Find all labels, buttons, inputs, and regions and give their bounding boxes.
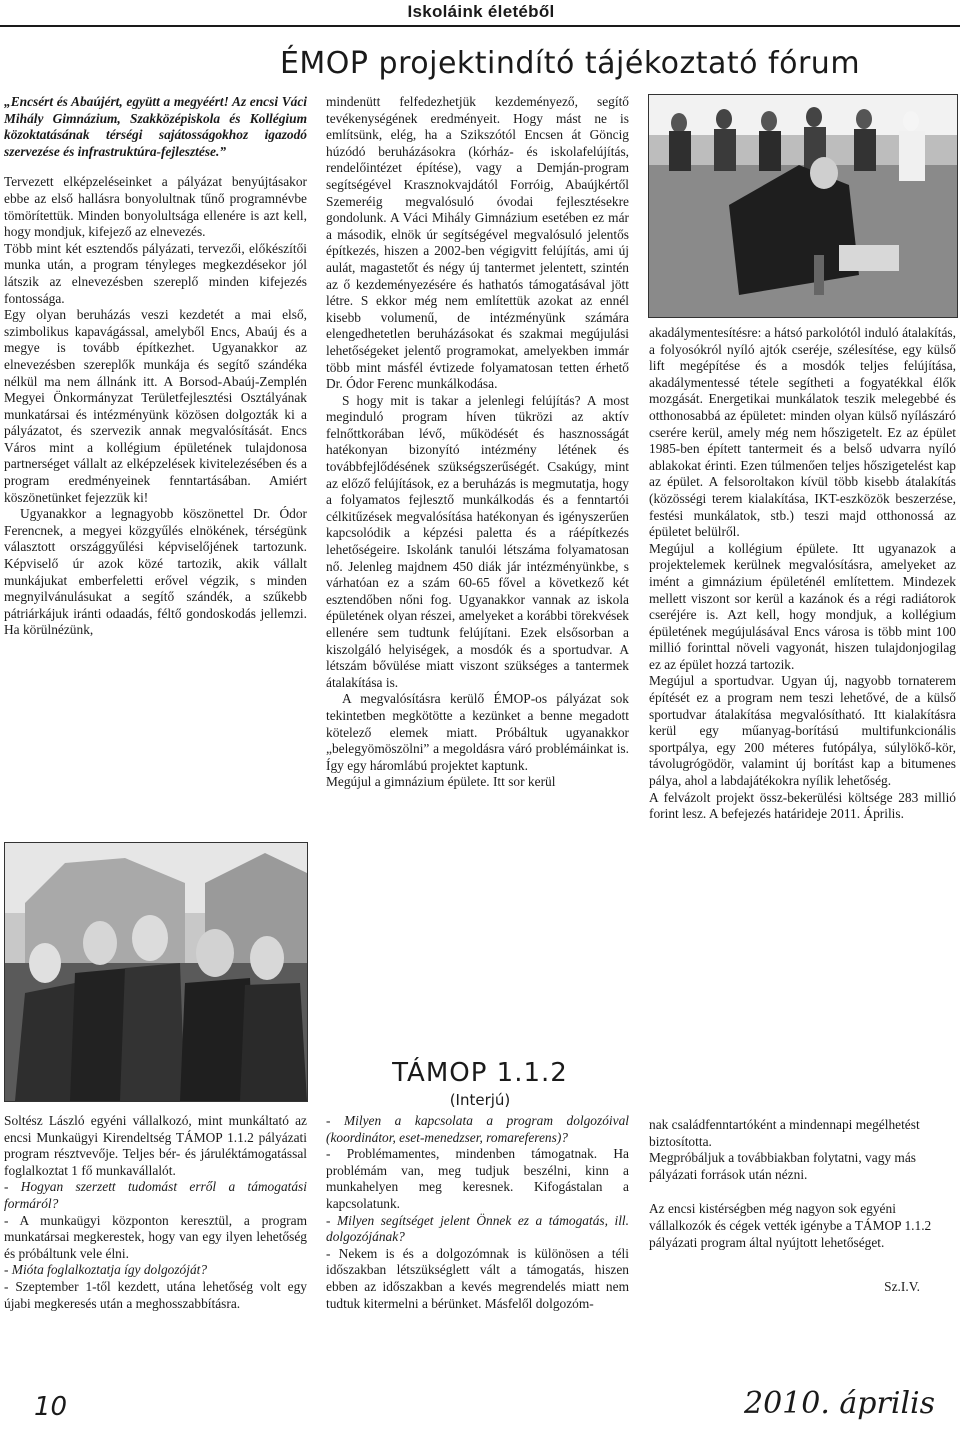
interview-answer: - Problémamentes, mindenben támogatnak. Ha problémám van, meg tudjuk beszélni, kinn a munkahelyen meg keresnek. Kifogástalan a kapcsolatunk. <box>326 1146 629 1211</box>
issue-date: 2010. április <box>744 1386 936 1421</box>
interview-subtitle: (Interjú) <box>449 1091 511 1109</box>
paragraph: Több mint két esztendős pályázati, tervezői, előkészítői munka után, a program tényleges megkezdésekor jól látszik az elnevezésben szereplő minden kifejezés fontossága. <box>4 240 307 306</box>
column-3 <box>649 325 956 823</box>
interview-column-1 <box>4 1113 307 1312</box>
ceremony-photo <box>648 94 958 318</box>
interview-column-3 <box>649 1117 956 1296</box>
column-2 <box>326 94 629 791</box>
paragraph: Egy olyan beruházás veszi kezdetét a mai első, szimbolikus kapavágással, amelyből Encs, Abaúj és a megye is tovább építkezhet. Ugyanakkor az elnevezésben szereplők munkája és segítő szándéka nélkül ma nem állnánk itt. A Borsod-Abaúj-Zemplén Megyei Önkormányzat Területfejlesztési Osztályának munkatársai és intézményünk közösen dolgozták ki a pályázatot, és szervezik annak megvalósítását. Encs Város mint a kollégium épületének tulajdonosa partnerséget vállalt az elképzelések kivitelezésében és a program eredményeinek fenntartásában. Amiért köszönetünket fejezzük ki! <box>4 307 307 505</box>
closing-paragraph: Az encsi kistérségben még nagyon sok egyéni vállalkozók és cégek vették igénybe a TÁMOP 1.1.2 pályázati program által nyújtott lehetőséget. <box>649 1201 932 1250</box>
paragraph: Tervezett elképzeléseinket a pályázat benyújtásakor ebbe az első hallásra bonyolultnak tűnő programnévbe tömörítettük. Minden bonyolultsága ellenére is azt kell, hogy mondjuk, kifejező az elnevezés. <box>4 174 307 240</box>
interview-question: - Hogyan szerzett tudomást erről a támogatási formáról? <box>4 1179 307 1211</box>
interview-answer: - Nekem is és a dolgozómnak is különösen a téli időszakban létszükséglett vált a támogatás, hiszen ebben az időszakban a kevés megrendelés miatt nem tudtuk kitermelni a bérünket. Másfelől dolgozóm- <box>326 1245 629 1311</box>
paragraph: A felvázolt projekt össz-bekerülési költsége 283 millió forint lesz. A befejezés határideje 2011. Április. <box>649 789 956 822</box>
paragraph: A megvalósításra kerülő ÉMOP-os pályázat sok tekintetben megkötötte a kezünket a benne megadott kötelező elemek miatt. Próbáltuk ugyanakkor „belegyömöszölni” a megoldásra váró problémáinkat is. Így egy háromlábú projektet kaptunk. <box>326 691 629 773</box>
interview-question: - Mióta foglalkoztatja így dolgozóját? <box>4 1262 208 1278</box>
interview-title: TÁMOP 1.1.2 <box>392 1058 568 1088</box>
header-rule <box>0 25 960 27</box>
paragraph: mindenütt felfedezhetjük kezdeményező, segítő tevékenységének eredményeit. Hogy mást ne is említsünk, elég, ha a Szikszótól Encsen át Göncig húzódó beruházásokra (kórház- és iskolafelújítás, rendelőintézet építése), vagy a Demján-program segítségével Krasznokvajdától Forróig, Abaújkértől Szemeréig megvalósuló óvodai fejlesztésekre gondolunk. A Váci Mihály Gimnázium esetében ez már a második, elnök úr segítségével megvalósuló jelentős építkezés, hiszen a 2002-ben végigvitt felújítás, ami új aulát, magastetőt és négy új tantermet jelentett, szintén az ő kezdeményezésére és hathatós támogatásával jött létre. S ekkor még nem említettük azokat az ennél kisebb volumenű, de intézményünk számára elengedhetetlen beruházásokat és szakmai megújulási lehetőségeket jelentő programokat, amelyekben immár több mint másfél évtizede folyamatosan tetten érhető Dr. Ódor Ferenc munkálkodása. <box>326 94 629 392</box>
paragraph: Megújul a gimnázium épülete. Itt sor kerül <box>326 774 556 790</box>
column-1 <box>4 94 307 639</box>
interview-column-2 <box>326 1113 629 1312</box>
interview-intro: Soltész László egyéni vállalkozó, mint munkáltató az encsi Munkaügyi Kirendeltség TÁMOP 1.1.2 pályázati program résztvevője. Teljes bér- és járuléktámogatással foglalkoztat 1 fő munkavállalót. <box>4 1113 307 1178</box>
interview-answer: - Szeptember 1-től kezdett, utána lehetőség volt egy újabi megkeresés után a meghosszabbításra. <box>4 1278 307 1311</box>
interview-answer: - A munkaügyi központon keresztül, a program munkatársai megkerestek, hogy van egy ilyen lehetőség és próbáltunk vele élni. <box>4 1212 307 1261</box>
interview-question: - Milyen a kapcsolata a program dolgozóival (koordinátor, eset-menedzser, romareferens)? <box>326 1113 629 1145</box>
interview-question: - Milyen segítséget jelent Önnek ez a támogatás, ill. dolgozójának? <box>326 1212 629 1245</box>
article-title: ÉMOP projektindító tájékoztató fórum <box>279 46 861 81</box>
interview-answer: nak családfenntartóként a mindennapi megélhetést biztosította. <box>649 1117 920 1149</box>
crowd-photo <box>4 842 308 1102</box>
section-heading: Iskoláink életéből <box>407 2 555 21</box>
interview-answer: Megpróbáljuk a továbbiakban folytatni, vagy más pályázati források után nézni. <box>649 1150 917 1182</box>
page-number: 10 <box>34 1392 68 1422</box>
paragraph: Megújul a sportudvar. Ugyan új, nagyobb tornaterem építését ez a program nem teszi lehetővé, de a külső sportudvar átalakítása megvalósítható. Itt kialakításra kerül egy műanyag-borítású multifunkcionális sportpálya, egy 200 méteres futópálya, súlylökő-kör, távolugrógödör, valamint új borítást kap a bitumenes pálya, ahol a labdajátékokra nyílik lehetőség. <box>649 673 956 789</box>
signature: Sz.I.V. <box>884 1279 920 1295</box>
paragraph: akadálymentesítésre: a hátsó parkolótól induló átalakítás, a folyosókról nyíló ajtók cseréje, szélesítése, egy külső lift megépítése és a mosdók teljes felújítása, akadálymentessé tétele segítheti a fogyatékkal élők mozgását. Energetikai munkálatok teszik melegebbé és otthonosabbá az épületet: minden olyan külső nyílászáró cserére kerül, amely még nem hőszigetelt. Ez az épület 1985-ben épített tantermeit és a belső udvarra nyíló ablakokat érinti. Ezen túlmenően teljes hőszigetelést kap az épület. A felsoroltakon kívül több kisebb átalakítás (közösségi terem kialakítása, IKT-eszközök beszerzése, festési munkálatok, stb.) teszi majd otthonossá az épületet belülről. <box>649 325 956 540</box>
paragraph: S hogy mit is takar a jelenlegi felújítás? A most meginduló program híven tükrözi az aktív felnőttkorában lévő, működését és hasznosságát hatékonyan bizonyító intézmény létének és továbbfejlődésének szükségszerűségét. Csakúgy, mint az előző felújítások, ez a beruházás is megmutatja, hogy a folyamatos fejlesztő munkálkodás és a fenntartói célkitűzések megvalósítása hatékonyan és igényszerűen kapcsolódik a képzési paletta és a ráépítkezés lehetőségeire. Iskolánk tanulói létszáma folyamatosan nő. Jelenleg majdnem 450 diák jár intézményünkbe, s várhatóan ez a szám 60-65 fővel a következő két esztendőben nőni fog. Ugyanakkor vannak az iskola épületének olyan részei, amelyeket a korábbi törekvések ellenére sem tudtunk felújítani. Ezek elsősorban a kiszolgáló helyiségek, a mosdók és a sportudvar. A létszám bővülése miatt viszont szükséges a tantermek átalakítása is. <box>326 392 629 690</box>
paragraph: Megújul a kollégium épülete. Itt ugyanazok a projektelemek kerülnek megvalósításra, amelyeket az imént a gimnázium épületénél említettem. Mindezek mellett viszont sor kerül a kazánok és a régi radiátorok cseréjére is. Azt kell, hogy mondjuk, a kollégium épületének megújulásával Encs városa is több mint 100 millió forinttal növeli vagyonát, hiszen tulajdonjogilag ez az épület hozzá tartozik. <box>649 540 956 672</box>
paragraph: Ugyanakkor a legnagyobb köszönettel Dr. Ódor Ferencnek, a megyei közgyűlés elnökének, térségünk választott országgyűlési képviselőjének tartozunk. Képviselő úr azok közé tartozik, akik vállalt munkájukat emberfeletti erővel végzik, s minden megnyilvánulásukat a segítő szándék, a szűkebb pátriárkájuk iránti odaadás, féltő gondoskodás jellemzi. Ha körülnézünk, <box>4 506 307 638</box>
lead-paragraph: „Encsért és Abaújért, együtt a megyéért! Az encsi Váci Mihály Gimnázium, Szakközépiskola és Kollégium közoktatásának térségi sajátosságokhoz igazodó szervezése és infrastruktúra-fejlesztése.” <box>4 94 307 159</box>
